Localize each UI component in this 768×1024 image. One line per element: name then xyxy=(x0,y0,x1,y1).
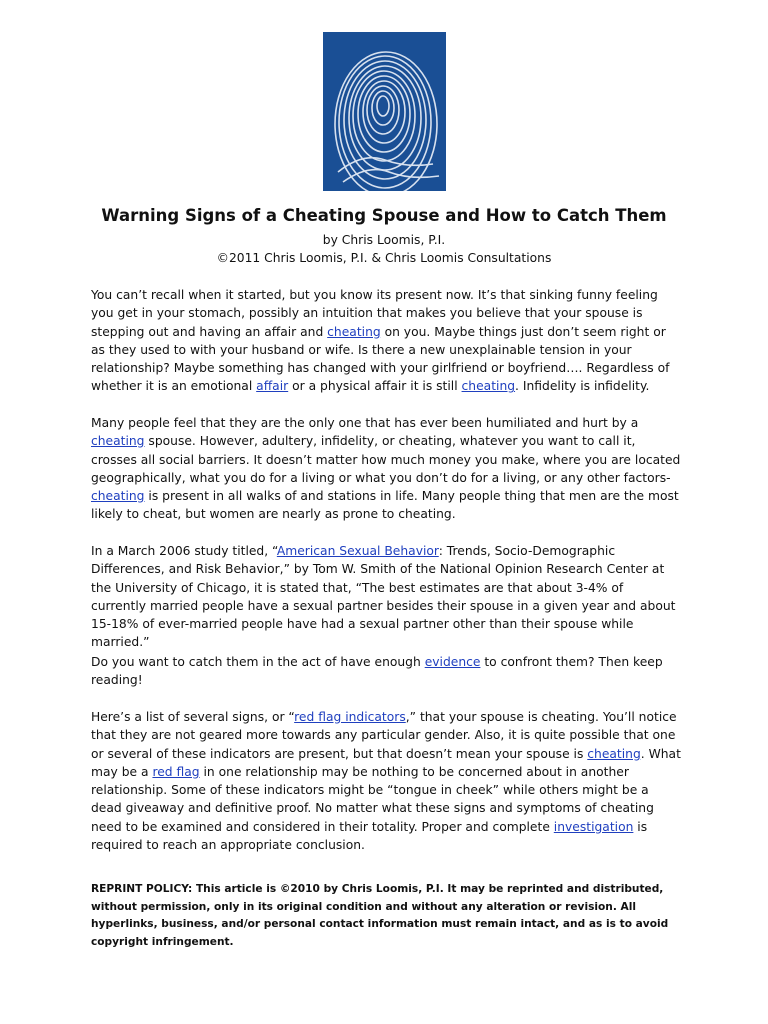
american-sexual-behavior-link[interactable]: American Sexual Behavior xyxy=(276,544,439,558)
reprint-policy: REPRINT POLICY: This article is ©2010 by Chris Loomis, P.I. It may be reprinted and distributed, without permission, only in its original condition and without any alteration or revision. All hyperlinks, business, and/or personal contact information must remain intact, and as is to avoid copyright infringement. xyxy=(91,883,669,948)
paragraph-red-flags: Here’s a list of several signs, or “red flag indicators,” that your spouse is cheating. You’ll notice that they are not geared more towards any particular gender. Also, it is quite possible that one or several of these indicators are present, but that doesn’t mean your spouse is cheating. What may be a red flag in one relationship may be nothing to be concerned about in another relationship. Some of these indicators might be “tongue in cheek” while others might be a dead giveaway and definitive proof. No matter what these signs and symptoms of cheating need to be examined and considered in their totality. Proper and complete investigation is required to reach an appropriate conclusion. xyxy=(91,710,681,853)
investigation-link[interactable]: investigation xyxy=(553,819,634,834)
cheating-link[interactable]: cheating xyxy=(91,489,145,504)
cheating-link[interactable]: cheating xyxy=(91,434,145,449)
paragraph-social-barriers: Many people feel that they are the only one that has ever been humiliated and hurt by a cheating spouse. However, adultery, infidelity, or cheating, whatever you want to call it, crosses all social barriers. It doesn’t matter how much money you make, where you are located geographically, what you do for a living or what you don’t do for a living, or any other factors- cheating is present in all walks of and stations in life. Many people thing that men are the most likely to cheat, but women are nearly as prone to cheating. xyxy=(91,416,681,522)
red-flag-indicators-link[interactable]: red flag indicators xyxy=(294,710,406,724)
paragraph-intro: You can’t recall when it started, but you know its present now. It’s that sinking funny feeling you get in your stomach, possibly an intuition that makes you believe that your spouse is stepping out and having an affair and cheating on you. Maybe things just don’t seem right or as they used to with your husband or wife. Is there a new unexplainable tension in your relationship? Maybe something has changed with your girlfriend or boyfriend…. Regardless of whether it is an emotional affair or a physical affair it is still cheating. Infidelity is infidelity. xyxy=(91,288,670,394)
red-flag-link[interactable]: red flag xyxy=(152,764,200,779)
paragraph-catch-them: Do you want to catch them in the act of have enough evidence to confront them? Then keep reading! xyxy=(91,655,663,688)
cheating-link[interactable]: cheating xyxy=(327,324,381,339)
fingerprint-icon xyxy=(323,32,446,191)
copyright-line: ©2011 Chris Loomis, P.I. & Chris Loomis Consultations xyxy=(216,251,552,265)
cheating-link[interactable]: cheating xyxy=(587,746,641,761)
article-title: Warning Signs of a Cheating Spouse and How to Catch Them xyxy=(101,206,667,225)
paragraph-study: In a March 2006 study titled, “American Sexual Behavior: Trends, Socio-Demographic Differences, and Risk Behavior,” by Tom W. Smith of the National Opinion Research Center at the University of Chicago, it is stated that, “The best estimates are that about 3-4% of currently married people have a sexual partner besides their spouse in a given year and about 15-18% of ever-married people have had a sexual partner other than their spouse while married.” xyxy=(91,544,676,650)
byline: by Chris Loomis, P.I. xyxy=(322,233,446,247)
evidence-link[interactable]: evidence xyxy=(424,655,481,669)
fingerprint-logo xyxy=(323,32,446,191)
cheating-link[interactable]: cheating xyxy=(461,379,516,394)
affair-link[interactable]: affair xyxy=(256,379,289,394)
